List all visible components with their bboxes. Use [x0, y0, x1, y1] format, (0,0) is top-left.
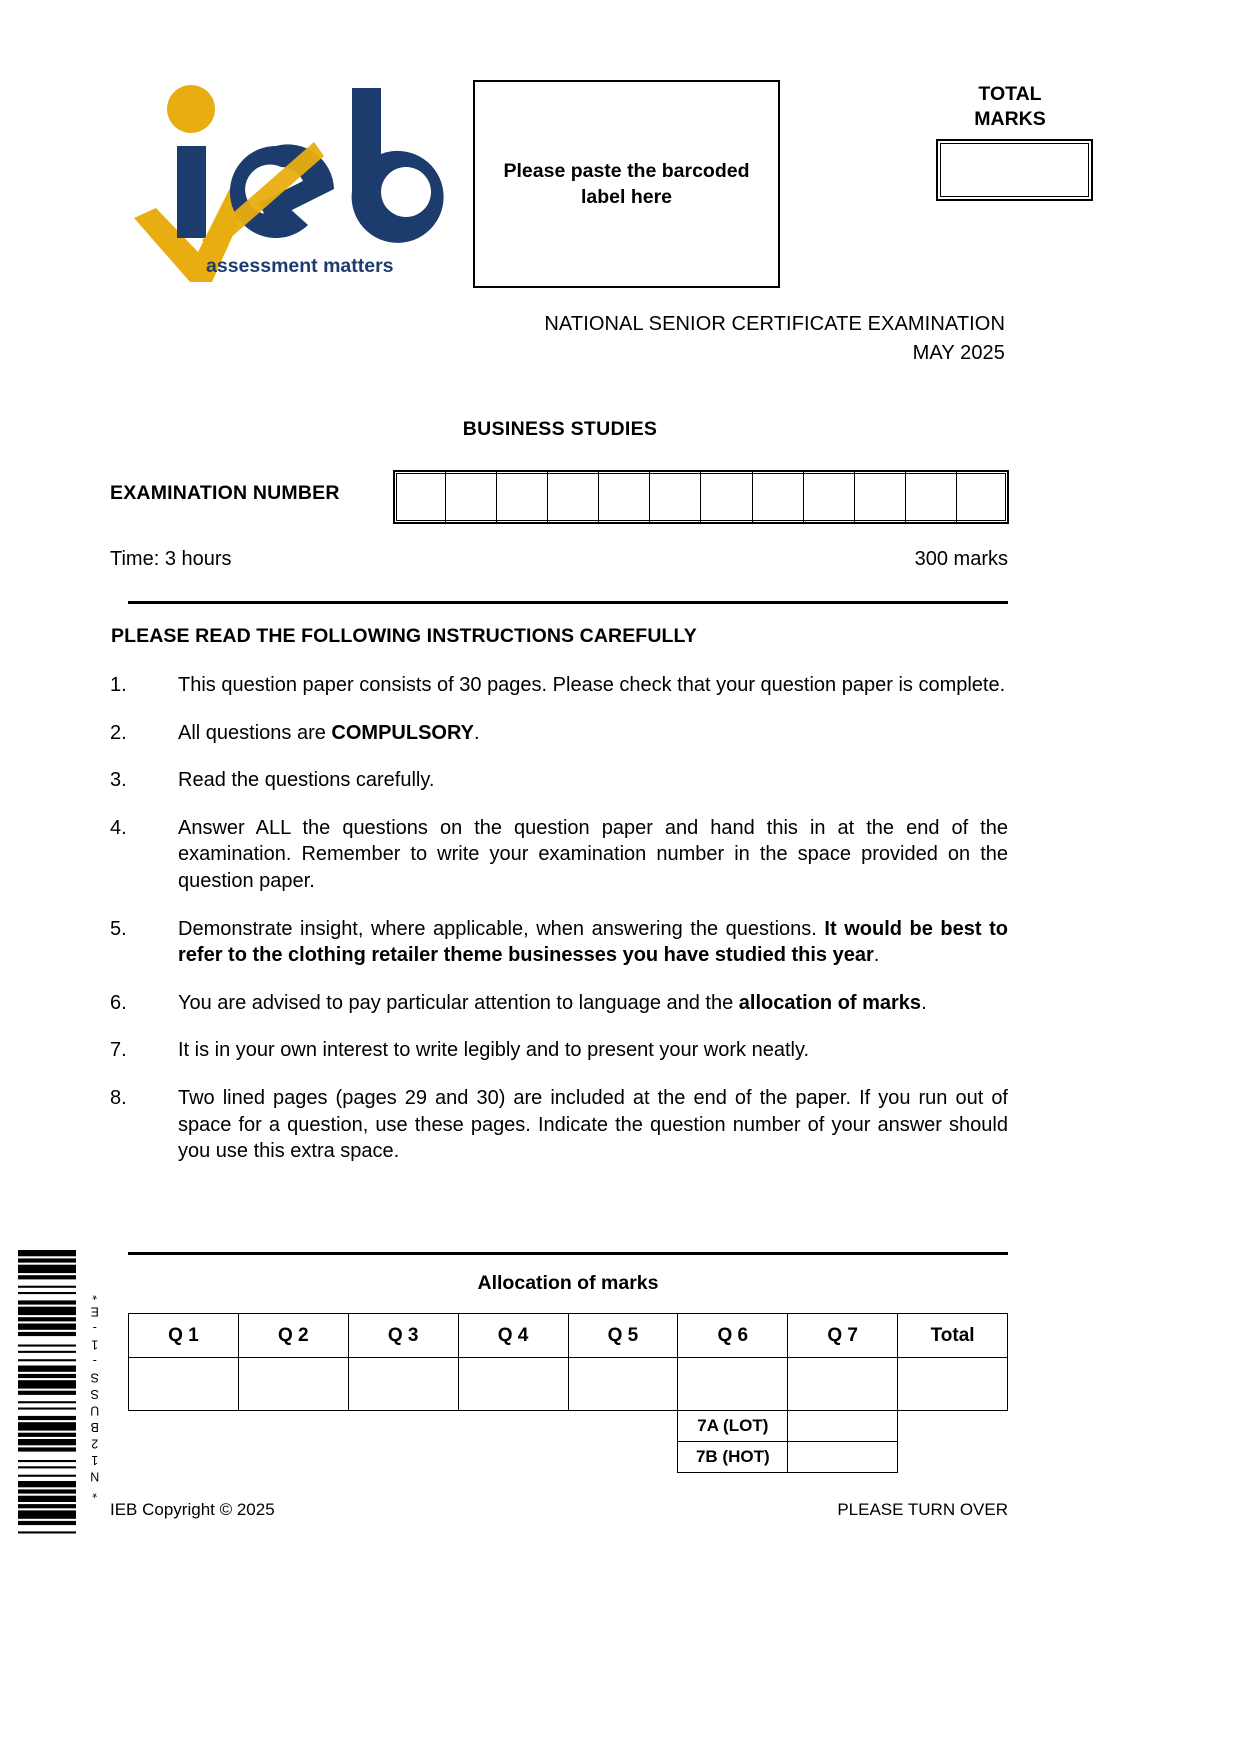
- logo-letter-b: [352, 88, 444, 243]
- instruction-number: 8.: [110, 1086, 127, 1109]
- allocation-entry-cell[interactable]: [238, 1358, 348, 1411]
- allocation-sub-row-label: 7B (HOT): [678, 1442, 788, 1473]
- instruction-item: [110, 1085, 1008, 1165]
- examination-number-cell[interactable]: [446, 472, 497, 522]
- examination-number-cell[interactable]: [497, 472, 548, 522]
- copyright-notice: IEB Copyright © 2025: [110, 1500, 275, 1519]
- examination-number-cell[interactable]: [395, 472, 446, 522]
- allocation-spacer-cell: [129, 1411, 239, 1442]
- time-and-marks-row: [110, 548, 1008, 571]
- allocation-spacer-cell: [348, 1442, 458, 1473]
- logo-tagline: assessment matters: [206, 255, 394, 277]
- ieb-logo: [128, 76, 448, 286]
- subject-title: BUSINESS STUDIES: [462, 418, 658, 440]
- total-marks-label: [885, 82, 1135, 133]
- examination-number-cell[interactable]: [855, 472, 906, 522]
- allocation-column-header: Q 6: [678, 1314, 788, 1358]
- allocation-column-header: Q 1: [129, 1314, 239, 1358]
- barcode-bars-icon: [18, 1248, 80, 1538]
- allocation-spacer-cell: [568, 1411, 678, 1442]
- instruction-text: Demonstrate insight, where applicable, when answering the questions. It would be best to refer to the clothing retailer theme businesses you have studied this year.: [178, 917, 1008, 967]
- allocation-sub-row-value[interactable]: [788, 1442, 898, 1473]
- allocation-spacer-cell: [238, 1411, 348, 1442]
- allocation-entry-row: [129, 1358, 1008, 1411]
- turn-over-notice: PLEASE TURN OVER: [837, 1500, 1008, 1519]
- examination-number-cell[interactable]: [548, 472, 599, 522]
- total-marks-group: [860, 82, 1170, 201]
- exam-duration: Time: 3 hours: [110, 548, 232, 570]
- examination-number-cell[interactable]: [906, 472, 957, 522]
- allocation-spacer-cell: [458, 1411, 568, 1442]
- examination-number-grid[interactable]: [393, 470, 1009, 524]
- allocation-column-header: Total: [898, 1314, 1008, 1358]
- allocation-spacer-cell: [238, 1442, 348, 1473]
- allocation-spacer-cell: [568, 1442, 678, 1473]
- total-marks-label-line2: MARKS: [974, 108, 1046, 131]
- instruction-text: This question paper consists of 30 pages. Please check that your question paper is complete.: [178, 674, 1006, 696]
- allocation-sub-row-label: 7A (LOT): [678, 1411, 788, 1442]
- allocation-entry-cell[interactable]: [898, 1358, 1008, 1411]
- instruction-text: Answer ALL the questions on the question paper and hand this in at the end of the examination. Remember to write your examination number in the space provided on the question paper.: [178, 816, 1008, 892]
- divider-bottom: [128, 1252, 1008, 1255]
- divider-top: [128, 601, 1008, 604]
- allocation-column-header: Q 3: [348, 1314, 458, 1358]
- allocation-column-header: Q 4: [458, 1314, 568, 1358]
- allocation-sub-row: [129, 1442, 1008, 1473]
- exam-title-block: [0, 310, 1005, 368]
- examination-number-cell[interactable]: [701, 472, 752, 522]
- examination-number-cell[interactable]: [650, 472, 701, 522]
- allocation-entry-cell[interactable]: [568, 1358, 678, 1411]
- allocation-entry-cell[interactable]: [348, 1358, 458, 1411]
- instruction-item: [110, 767, 1008, 794]
- instruction-item: [110, 990, 1008, 1017]
- instruction-text: You are advised to pay particular attention to language and the allocation of marks.: [178, 991, 927, 1014]
- instruction-item: [110, 815, 1008, 895]
- allocation-spacer-cell: [458, 1442, 568, 1473]
- instructions-list: [110, 672, 1008, 1186]
- instruction-item: [110, 720, 1008, 747]
- allocation-entry-cell[interactable]: [678, 1358, 788, 1411]
- instruction-item: [110, 916, 1008, 969]
- allocation-spacer-cell: [348, 1411, 458, 1442]
- examination-number-label: EXAMINATION NUMBER: [110, 482, 340, 504]
- examination-number-cell[interactable]: [753, 472, 804, 522]
- barcode-label-instruction: Please paste the barcoded label here: [503, 159, 750, 208]
- allocation-of-marks-table: [128, 1313, 1008, 1473]
- instruction-number: 6.: [110, 991, 127, 1014]
- allocation-entry-cell[interactable]: [788, 1358, 898, 1411]
- allocation-column-header: Q 5: [568, 1314, 678, 1358]
- certificate-line: NATIONAL SENIOR CERTIFICATE EXAMINATION: [544, 313, 1005, 335]
- logo-dot-icon: [167, 85, 215, 133]
- allocation-spacer-cell: [898, 1442, 1008, 1473]
- page-footer: [110, 1500, 1008, 1520]
- instruction-item: [110, 1037, 1008, 1064]
- instruction-text: Read the questions carefully.: [178, 769, 435, 792]
- examination-number-row: [110, 470, 1010, 526]
- instruction-number: 3.: [110, 769, 127, 792]
- instruction-item: [110, 672, 1008, 699]
- instruction-number: 5.: [110, 917, 127, 940]
- barcode-label-paste-box[interactable]: [473, 80, 780, 288]
- instruction-text: Two lined pages (pages 29 and 30) are included at the end of the paper. If you run out of space for a question, use these pages. Indicate the question number of your answer should you use this extra space.: [178, 1086, 1008, 1163]
- total-marks-label-line1: TOTAL: [978, 83, 1042, 105]
- allocation-table-body: [129, 1358, 1008, 1473]
- examination-number-cell[interactable]: [957, 472, 1007, 522]
- allocation-sub-row: [129, 1411, 1008, 1442]
- vertical-barcode: [18, 1248, 118, 1538]
- instruction-text: It is in your own interest to write legibly and to present your work neatly.: [178, 1039, 810, 1062]
- examination-number-cell[interactable]: [804, 472, 855, 522]
- allocation-column-header: Q 7: [788, 1314, 898, 1358]
- total-marks-entry-box[interactable]: [936, 139, 1093, 201]
- page-header: [0, 62, 1241, 302]
- instruction-number: 1.: [110, 674, 127, 696]
- exam-date-line: MAY 2025: [912, 342, 1005, 364]
- instruction-text: All questions are COMPULSORY.: [178, 721, 480, 744]
- logo-letter-i: [177, 146, 206, 238]
- instructions-heading: PLEASE READ THE FOLLOWING INSTRUCTIONS CAREFULLY: [111, 625, 697, 647]
- allocation-sub-row-value[interactable]: [788, 1411, 898, 1442]
- instruction-number: 2.: [110, 721, 127, 744]
- allocation-spacer-cell: [898, 1411, 1008, 1442]
- allocation-column-header: Q 2: [238, 1314, 348, 1358]
- allocation-entry-cell[interactable]: [458, 1358, 568, 1411]
- barcode-text: *N12BUSS-1-E*: [87, 1285, 102, 1501]
- exam-total-marks: 300 marks: [914, 548, 1008, 570]
- instruction-number: 4.: [110, 816, 127, 839]
- allocation-spacer-cell: [129, 1442, 239, 1473]
- allocation-header-row: [129, 1314, 1008, 1358]
- instruction-number: 7.: [110, 1039, 127, 1062]
- allocation-entry-cell[interactable]: [129, 1358, 239, 1411]
- ieb-logo-svg: [128, 76, 448, 286]
- examination-number-cell[interactable]: [599, 472, 650, 522]
- allocation-of-marks-title: Allocation of marks: [477, 1272, 659, 1294]
